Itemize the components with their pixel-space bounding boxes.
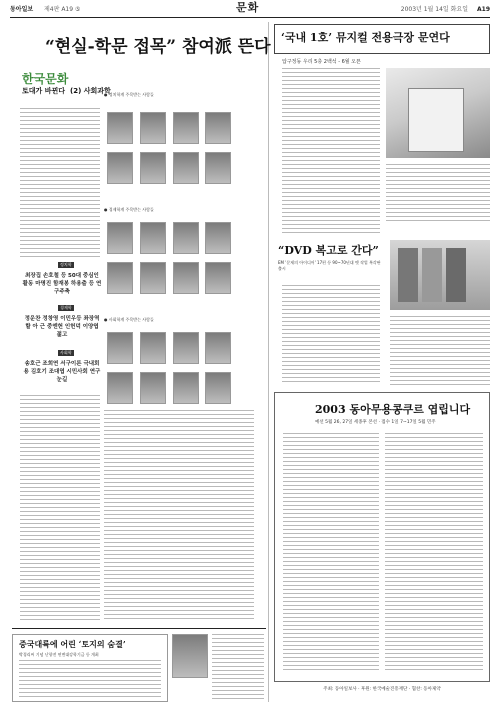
top-right-headline: ‘국내 1호’ 뮤지컬 전용극장 문연다	[281, 31, 450, 44]
top-right-caption	[386, 164, 490, 224]
side-tag-sociology: 사회학	[60, 350, 72, 355]
building-facade	[408, 88, 464, 152]
top-right-headline-box	[274, 24, 490, 54]
dvd-headline: “DVD 복고로 간다”	[278, 244, 379, 257]
portrait-photo	[140, 222, 166, 254]
portrait-photo	[172, 634, 208, 678]
side-tag-economics: 경제학	[60, 305, 72, 310]
dvd-body	[282, 285, 380, 385]
contest-body-left	[283, 433, 379, 673]
paper-name: 동아일보	[10, 6, 34, 13]
dvd-subhead: EM '문제의 아이디어' 17편 등 90~70년대 옛 작업 복각판 출시	[278, 260, 381, 271]
left-story-headline: “현실-학문 접목” 참여派 뜬다	[45, 37, 271, 57]
portrait-photo	[173, 262, 199, 294]
portrait-photo	[107, 332, 133, 364]
dvd-story-header	[274, 240, 384, 280]
edition-label: 제4판 A19 ⑤	[44, 6, 81, 13]
section-title: 문화	[236, 1, 260, 14]
dvd-case	[446, 248, 466, 302]
side-quote-politics: 최장집 손호철 등 50대 중심인 활동 마명진 함재봉 하용출 등 연구주축	[22, 273, 102, 295]
group1-title: ● 정치학계 주목받는 사람들	[104, 92, 154, 97]
series-subtitle: 토대가 바뀐다	[22, 87, 66, 95]
contest-subhead: 예선 5월 26, 27일 세종후 본선 · 접수 1일 7~17일 5월 민주	[315, 420, 436, 425]
series-logo	[20, 70, 120, 106]
dvd-photo	[390, 240, 490, 310]
page-number: A19	[477, 6, 490, 13]
portrait-photo	[173, 332, 199, 364]
portrait-photo	[173, 112, 199, 144]
bottom-left-headline: 중국대륙에 어린 ‘토지의 숨결’	[19, 639, 126, 649]
series-number: (2) 사회과학	[70, 87, 111, 95]
contest-headline: 2003 동아무용콩쿠르 엽립니다	[315, 403, 471, 416]
building-photo	[386, 68, 490, 158]
bottom-left-text	[19, 660, 161, 700]
masthead	[10, 1, 490, 16]
top-right-body	[282, 68, 380, 233]
issue-date: 2003년 1월 14일 화요일	[400, 6, 468, 13]
bottom-middle-text	[212, 634, 264, 702]
masthead-rule	[10, 17, 490, 18]
portrait-photo	[173, 372, 199, 404]
portrait-photo	[140, 112, 166, 144]
portrait-photo	[107, 372, 133, 404]
portrait-photo	[205, 372, 231, 404]
top-right-subhead: 압구정동 우리 5층 2백석 - 6월 오픈	[282, 59, 361, 65]
portrait-photo	[140, 332, 166, 364]
portrait-photo	[205, 152, 231, 184]
bottom-left-story	[12, 634, 168, 702]
side-quote-sociology: 송호근 조희연 서구이론 극내회용 김호기 조대엽 시민사회 연구 눈길	[23, 361, 101, 383]
portrait-photo	[107, 222, 133, 254]
bottom-left-subhead: 박경리씨 기념 난향전 연변대강학기금 등 개최	[19, 652, 99, 657]
dvd-caption	[390, 316, 490, 386]
group3-title: ● 사회학계 주목받는 사람들	[104, 317, 154, 322]
left-story-body-1	[20, 395, 100, 620]
portrait-photo	[107, 152, 133, 184]
contest-notice	[274, 392, 490, 682]
portrait-photo	[140, 152, 166, 184]
section-rule	[12, 628, 266, 629]
column-divider	[268, 22, 269, 702]
contest-footer: 주최: 동아일보사 · 후원: 한국예술진흥재단 · 협찬: 동아제약	[323, 687, 441, 692]
series-title: 한국문화	[22, 72, 69, 86]
portrait-photo	[107, 112, 133, 144]
portrait-photo	[205, 222, 231, 254]
dvd-case	[398, 248, 418, 302]
left-story-body-2	[104, 410, 254, 620]
side-quote-economics: 정운찬 정창영 이민우등 좌장역할 아 근 중엔헌 인헌덕 이양엽 젊고	[24, 316, 100, 338]
portrait-photo	[107, 262, 133, 294]
portrait-photo	[205, 332, 231, 364]
portrait-photo	[140, 372, 166, 404]
portrait-photo	[140, 262, 166, 294]
portrait-photo	[173, 222, 199, 254]
dvd-case	[422, 248, 442, 302]
left-story-intro-text	[20, 108, 100, 258]
group2-title: ● 경제학계 주목받는 사람들	[104, 207, 154, 212]
side-tag-politics: 정치학	[60, 262, 72, 267]
portrait-photo	[205, 262, 231, 294]
portrait-photo	[205, 112, 231, 144]
portrait-photo	[173, 152, 199, 184]
contest-body-right	[385, 433, 483, 673]
